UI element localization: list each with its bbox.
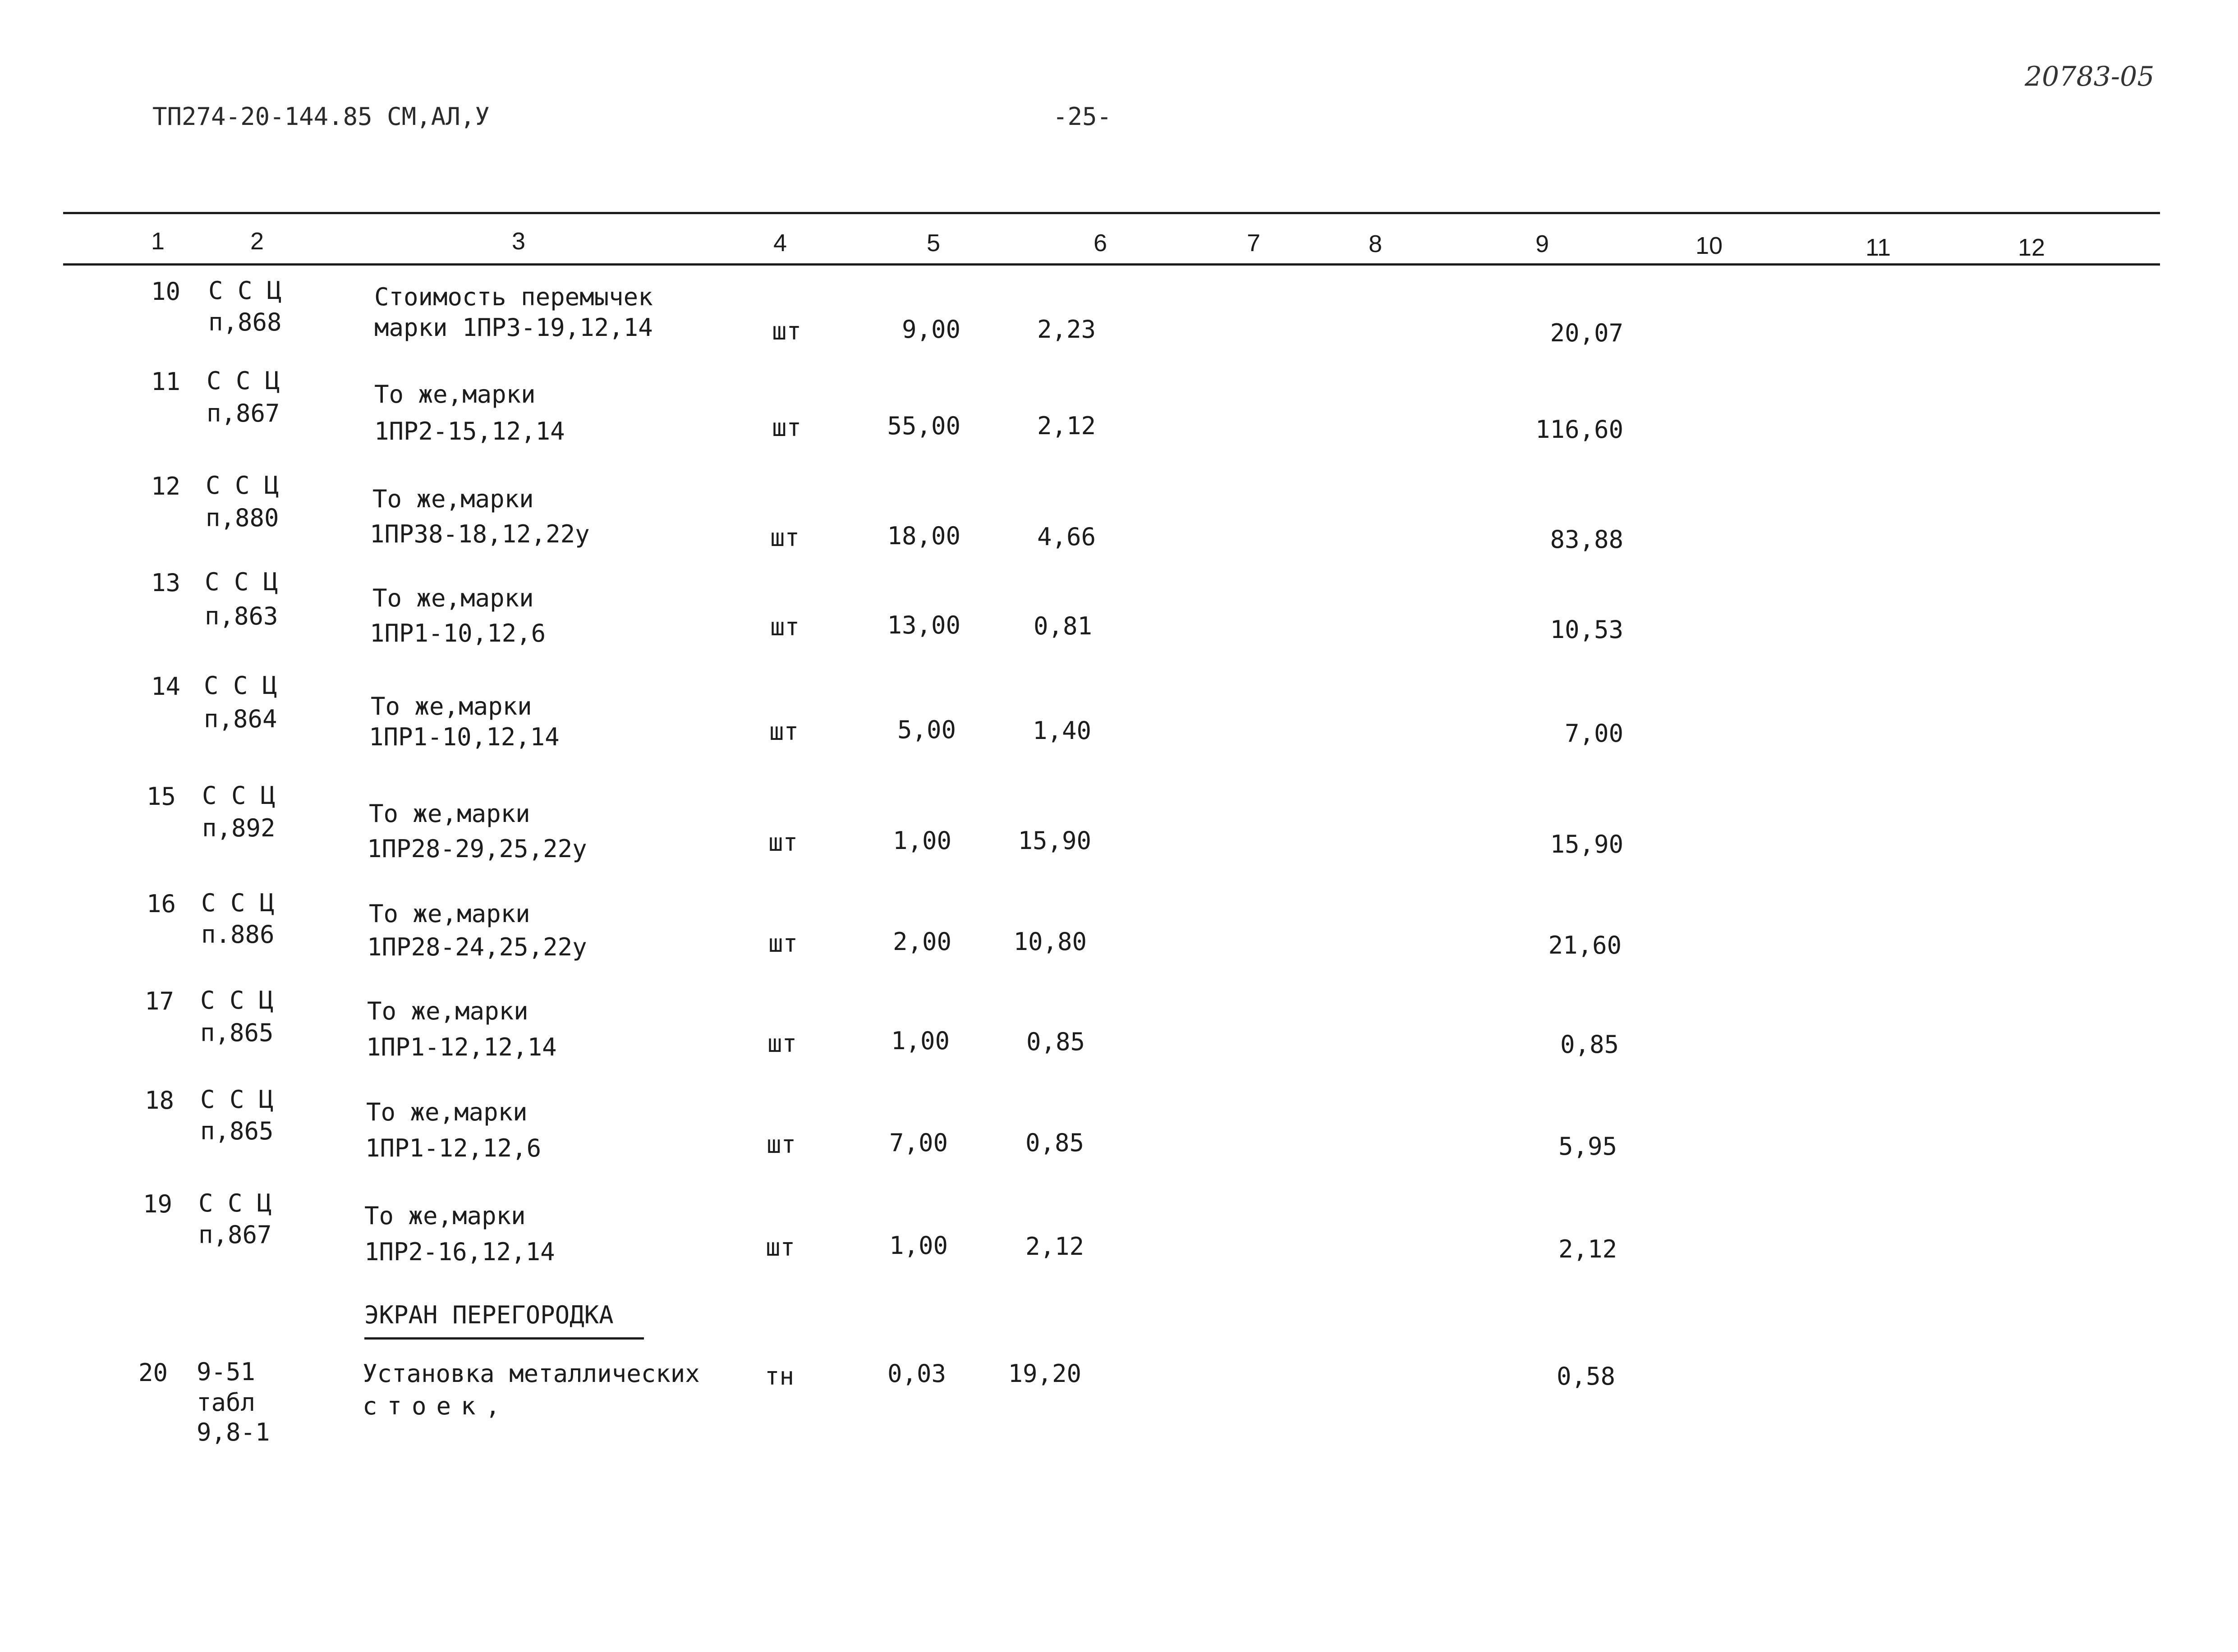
item-description: Установка металлических — [363, 1359, 700, 1388]
quantity: 9,00 — [901, 315, 960, 344]
pricebook-item: п,867 — [207, 399, 280, 427]
item-description-mark: 1ПР1-12,12,6 — [365, 1134, 542, 1162]
quantity: 18,00 — [887, 522, 960, 550]
column-header-10: 10 — [1695, 232, 1723, 259]
pricebook-code: С С Ц — [204, 671, 277, 700]
unit-price: 4,66 — [1037, 523, 1096, 551]
total-cost: 15,90 — [1550, 830, 1623, 858]
norm-code: 9-51 — [197, 1358, 256, 1386]
pricebook-code: С С Ц — [200, 1085, 274, 1114]
column-header-1: 1 — [151, 228, 165, 255]
unit-price: 0,81 — [1033, 612, 1092, 640]
column-header-11: 11 — [1865, 234, 1891, 261]
total-cost: 0,85 — [1560, 1030, 1619, 1059]
item-description: То же,марки — [374, 380, 536, 408]
quantity: 1,00 — [892, 826, 951, 855]
unit-price: 2,12 — [1025, 1232, 1084, 1261]
item-description: То же,марки — [369, 799, 530, 828]
total-cost: 7,00 — [1564, 719, 1623, 748]
column-header-7: 7 — [1246, 229, 1261, 257]
column-header-3: 3 — [511, 228, 526, 255]
item-description-cont: стоек, — [363, 1392, 510, 1420]
pricebook-code: С С Ц — [205, 568, 278, 596]
item-description: То же,марки — [366, 1098, 528, 1126]
item-description: То же,марки — [369, 899, 530, 928]
unit: шт — [772, 413, 802, 442]
item-description: То же,марки — [367, 997, 528, 1025]
table-header-bottom-rule — [63, 263, 2160, 266]
column-header-5: 5 — [926, 229, 941, 257]
item-description-mark: марки 1ПР3-19,12,14 — [374, 313, 653, 342]
unit-price: 1,40 — [1032, 716, 1091, 745]
item-description-mark: 1ПР1-10,12,6 — [370, 619, 546, 647]
row-number: 17 — [144, 987, 174, 1015]
row-number: 19 — [142, 1190, 172, 1218]
item-description-mark: 1ПР2-15,12,14 — [374, 417, 565, 445]
pricebook-item: п,863 — [205, 602, 278, 630]
document-code: ТП274-20-144.85 СМ,АЛ,У — [152, 102, 490, 131]
row-number: 15 — [146, 782, 176, 811]
total-cost: 2,12 — [1558, 1235, 1617, 1263]
row-number: 16 — [146, 890, 176, 918]
column-header-2: 2 — [250, 228, 264, 255]
pricebook-item: п,880 — [206, 504, 279, 532]
total-cost: 20,07 — [1550, 319, 1623, 347]
row-number: 12 — [151, 472, 180, 500]
unit: тн — [765, 1362, 795, 1390]
total-cost: 10,53 — [1550, 615, 1623, 644]
row-number: 20 — [138, 1358, 168, 1387]
row-number: 18 — [144, 1086, 174, 1115]
section-title: ЭКРАН ПЕРЕГОРОДКА — [364, 1301, 614, 1329]
norm-table-label: табл — [197, 1388, 256, 1417]
row-number: 13 — [151, 569, 180, 597]
pricebook-code: С С Ц — [208, 276, 282, 305]
unit-price: 15,90 — [1018, 826, 1091, 855]
total-cost: 5,95 — [1558, 1132, 1617, 1161]
unit-price: 2,12 — [1037, 412, 1096, 440]
pricebook-code: С С Ц — [200, 986, 274, 1014]
pricebook-item: п.886 — [201, 920, 275, 949]
pricebook-item: п,892 — [202, 814, 276, 842]
quantity: 5,00 — [897, 716, 956, 744]
unit: шт — [768, 929, 798, 958]
pricebook-code: С С Ц — [198, 1189, 272, 1217]
unit-price: 10,80 — [1013, 927, 1087, 956]
unit-price: 19,20 — [1008, 1359, 1081, 1388]
item-description-mark: 1ПР28-24,25,22у — [367, 933, 587, 961]
item-description: То же,марки — [371, 692, 532, 720]
pricebook-item: п,864 — [204, 705, 277, 733]
column-header-6: 6 — [1093, 229, 1108, 257]
pricebook-code: С С Ц — [202, 781, 276, 810]
item-description: Стоимость перемычек — [374, 283, 653, 311]
unit-price: 0,85 — [1025, 1129, 1084, 1157]
total-cost: 0,58 — [1556, 1362, 1615, 1390]
pricebook-code: С С Ц — [207, 367, 280, 395]
page-number: -25- — [1053, 102, 1112, 131]
pricebook-code: С С Ц — [201, 889, 275, 917]
total-cost: 116,60 — [1535, 415, 1623, 444]
item-description: То же,марки — [372, 584, 534, 612]
quantity: 0,03 — [887, 1359, 946, 1388]
unit: шт — [769, 717, 799, 746]
item-description-mark: 1ПР2-16,12,14 — [364, 1238, 555, 1266]
total-cost: 21,60 — [1548, 931, 1622, 959]
unit: шт — [767, 1130, 796, 1159]
total-cost: 83,88 — [1550, 525, 1623, 554]
column-header-9: 9 — [1535, 230, 1549, 257]
item-description-mark: 1ПР38-18,12,22у — [370, 520, 590, 548]
quantity: 13,00 — [887, 611, 960, 639]
quantity: 7,00 — [889, 1129, 948, 1157]
item-description-mark: 1ПР1-12,12,14 — [366, 1033, 557, 1061]
unit: шт — [766, 1233, 795, 1262]
pricebook-item: п,865 — [200, 1117, 274, 1145]
section-title-underline — [364, 1337, 644, 1340]
item-description: То же,марки — [364, 1202, 526, 1230]
unit: шт — [767, 1029, 797, 1058]
item-description-mark: 1ПР28-29,25,22у — [367, 835, 587, 863]
unit-price: 2,23 — [1037, 315, 1096, 344]
pricebook-item: п,868 — [208, 308, 282, 336]
quantity: 55,00 — [887, 412, 960, 440]
archive-number: 20783-05 — [2025, 61, 2155, 92]
column-header-8: 8 — [1368, 230, 1383, 257]
row-number: 14 — [151, 672, 180, 701]
pricebook-item: п,867 — [198, 1221, 272, 1249]
unit: шт — [770, 523, 800, 552]
unit: шт — [770, 613, 800, 641]
column-header-4: 4 — [773, 229, 787, 257]
item-description-mark: 1ПР1-10,12,14 — [369, 723, 560, 751]
column-header-12: 12 — [2017, 234, 2045, 261]
pricebook-code: С С Ц — [206, 471, 279, 500]
quantity: 1,00 — [889, 1231, 948, 1260]
row-number: 11 — [151, 367, 180, 396]
norm-table-number: 9,8-1 — [197, 1418, 270, 1446]
quantity: 2,00 — [892, 927, 951, 956]
quantity: 1,00 — [891, 1027, 950, 1055]
unit: шт — [772, 317, 802, 345]
pricebook-item: п,865 — [200, 1019, 274, 1047]
table-top-rule — [63, 212, 2160, 214]
unit-price: 0,85 — [1026, 1028, 1085, 1056]
item-description: То же,марки — [372, 485, 534, 513]
unit: шт — [768, 828, 798, 857]
row-number: 10 — [151, 277, 180, 306]
